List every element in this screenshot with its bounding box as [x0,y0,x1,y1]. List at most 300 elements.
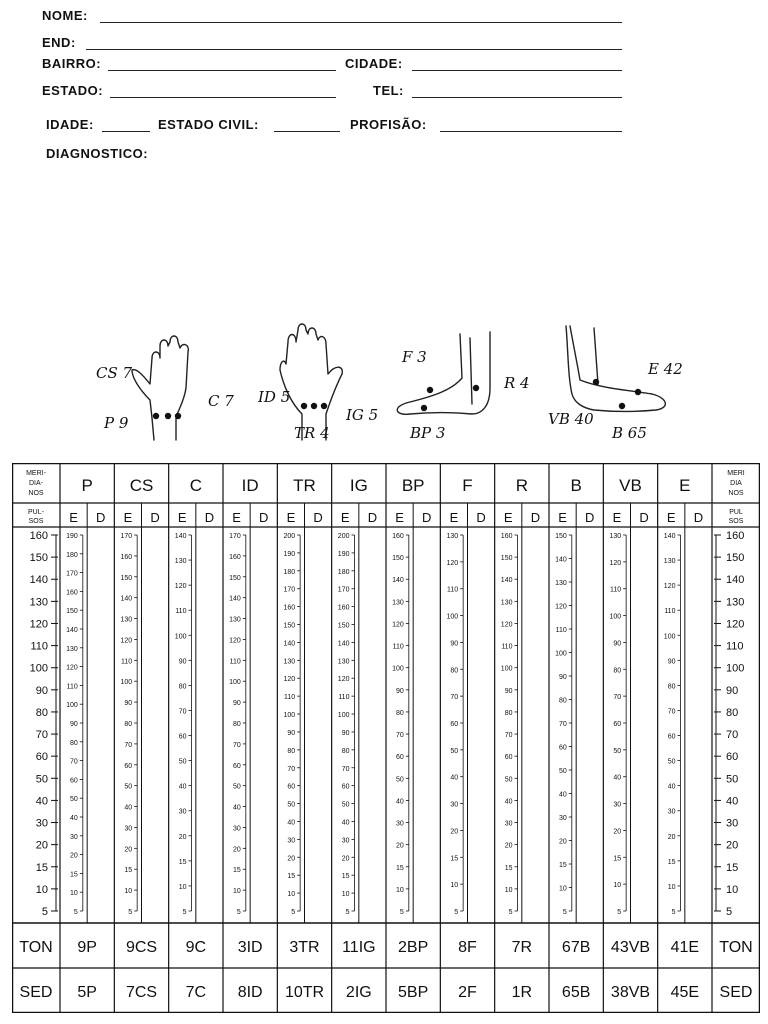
bairro-label: BAIRRO: [42,56,102,71]
scale-value-vb: 60 [613,721,622,728]
scale-value-tr: 160 [283,604,296,612]
side-label-e: E [558,510,567,525]
scale-value-f: 30 [450,801,459,809]
nome-label: NOME: [42,8,88,23]
scale-value-b: 70 [559,721,567,728]
idade-line [46,115,622,135]
scale-value-vb: 10 [613,882,622,890]
scale-value-r: 40 [504,798,513,806]
scale-value-r: 20 [504,842,513,850]
side-label-d: D [313,510,323,525]
scale-value-bp: 20 [396,842,404,850]
scale-value-bp: 80 [396,709,404,717]
outer-scale-left: 60 [35,751,48,764]
meridianos-label-right: NOS [728,490,744,497]
scale-value-id: 20 [233,846,241,854]
side-label-e: E [69,510,78,525]
ton-point-b: 67B [561,939,591,956]
scale-value-b: 60 [559,744,567,752]
scale-value-r: 120 [500,621,513,629]
label-bp: BP 3 [410,424,446,442]
scale-value-id: 150 [229,574,241,582]
scale-value-ig: 30 [341,837,350,845]
outer-scale-left: 140 [29,574,48,587]
side-label-e: E [123,510,133,525]
meridianos-label-right: DIA [730,480,742,487]
sed-point-tr: 10TR [284,984,325,1001]
scale-value-id: 160 [229,553,241,561]
scale-value-b: 130 [555,580,567,587]
scale-value-vb: 90 [613,640,622,648]
bairro-field[interactable] [108,70,336,71]
side-label-d: D [422,510,432,525]
scale-value-vb: 100 [609,613,622,621]
scale-value-ig: 20 [341,855,350,863]
cidade-label: CIDADE: [345,56,403,71]
scale-value-bp: 90 [396,687,404,695]
ton-label-left: TON [19,939,53,956]
meridian-header-id: ID [241,476,259,495]
scale-value-cs: 160 [120,553,133,561]
scale-value-cs: 20 [124,846,133,854]
scale-value-cs: 100 [120,679,133,687]
scale-value-p: 30 [70,833,78,841]
outer-scale-left: 40 [35,795,48,808]
scale-value-c: 20 [178,833,187,841]
diagnostico-label: DIAGNOSTICO: [46,146,149,161]
scale-value-c: 110 [175,608,187,616]
scale-value-c: 120 [174,583,187,591]
scale-value-r: 90 [504,687,513,695]
scale-value-tr: 70 [287,765,296,773]
outer-scale-right: 110 [726,640,744,653]
scale-value-bp: 70 [396,732,404,740]
estado-civil-field[interactable] [274,131,340,132]
side-label-e: E [503,510,513,525]
scale-value-r: 60 [504,754,513,762]
idade-label: IDADE: [46,117,94,132]
tel-field[interactable] [412,97,622,98]
sed-point-r: 1R [511,984,533,1001]
scale-value-b: 100 [555,650,567,658]
scale-value-ig: 130 [337,658,350,666]
scale-value-p: 70 [70,758,78,766]
scale-value-tr: 200 [283,533,296,540]
scale-value-id: 140 [229,595,241,603]
scale-value-cs: 5 [128,909,133,916]
scale-value-p: 120 [66,664,78,672]
scale-value-p: 170 [66,570,78,578]
scale-value-tr: 150 [283,622,296,630]
outer-scale-right: 160 [726,530,745,542]
meridian-header-tr: TR [293,476,316,495]
scale-value-e: 110 [664,608,676,616]
meridianos-label-right: MERI [727,470,745,477]
scale-value-ig: 200 [337,533,350,540]
sed-point-b: 65B [561,984,591,1001]
hand-palm-drawing [132,336,188,440]
scale-value-f: 80 [450,667,459,675]
side-label-d: D [204,510,215,525]
scale-value-f: 10 [450,882,459,890]
scale-value-cs: 40 [124,804,133,812]
meridian-header-ig: IG [349,476,368,495]
scale-value-e: 20 [667,833,676,841]
scale-value-tr: 60 [287,783,296,791]
side-label-d: D [150,510,160,525]
scale-value-e: 90 [667,658,676,666]
scale-value-p: 190 [66,533,78,540]
scale-value-p: 150 [66,608,78,616]
sed-label-right: SED [719,984,753,1001]
scale-value-e: 5 [671,909,676,916]
scale-value-bp: 5 [399,909,404,916]
scale-value-b: 50 [559,768,567,775]
scale-value-b: 20 [559,838,567,846]
scale-value-tr: 100 [283,712,296,720]
scale-value-r: 5 [508,909,513,916]
scale-value-tr: 50 [287,801,296,809]
scale-value-vb: 40 [613,774,622,782]
side-label-e: E [177,510,187,525]
scale-value-p: 20 [70,852,78,860]
scale-value-cs: 140 [120,595,133,603]
scale-value-tr: 190 [283,550,296,558]
diagnostico-line [46,144,246,164]
scale-value-id: 80 [233,721,241,728]
scale-value-ig: 5 [345,909,350,916]
scale-value-bp: 10 [396,886,404,894]
outer-scale-left: 10 [35,883,48,896]
estado-civil-label: ESTADO CIVIL: [158,117,259,132]
scale-value-id: 100 [229,679,241,687]
scale-value-e: 130 [663,558,676,566]
meridian-header-c: C [189,476,202,495]
scale-value-id: 50 [233,783,241,791]
meridian-header-vb: VB [619,476,642,495]
outer-scale-right: 50 [726,773,739,786]
scale-value-vb: 110 [609,586,622,594]
side-label-d: D [96,510,106,525]
scale-value-c: 80 [178,683,187,691]
scale-value-tr: 80 [287,747,296,755]
scale-value-p: 15 [70,871,78,879]
scale-value-ig: 140 [337,640,350,648]
meridian-header-bp: BP [401,476,425,495]
sed-point-bp: 5BP [398,984,429,1001]
outer-scale-left: 5 [41,906,48,918]
scale-value-bp: 140 [392,577,404,585]
scale-value-p: 90 [70,721,78,728]
side-label-e: E [666,510,676,525]
sed-point-f: 2F [458,984,477,1001]
scale-value-ig: 170 [337,586,350,594]
profisao-label: PROFISÃO: [350,117,427,132]
sed-point-e: 45E [670,984,700,1001]
scale-value-r: 70 [504,732,513,740]
nome-field[interactable] [100,22,622,23]
side-label-e: E [340,510,350,525]
idade-field[interactable] [102,131,150,132]
scale-value-ig: 60 [341,783,350,791]
scale-value-p: 50 [70,796,78,804]
scale-value-r: 130 [500,599,513,607]
scale-value-c: 130 [174,558,187,566]
hand-back-drawing [280,324,342,440]
scale-value-tr: 40 [287,819,296,827]
outer-scale-left: 100 [29,662,48,675]
scale-value-c: 50 [178,758,187,766]
scale-value-f: 120 [446,559,459,567]
sed-point-p: 5P [77,984,97,1001]
scale-value-tr: 20 [287,855,296,863]
scale-value-p: 160 [66,589,78,597]
ton-point-c: 9C [185,939,207,956]
scale-value-p: 5 [73,909,78,916]
scale-value-f: 50 [450,747,459,755]
scale-value-e: 60 [667,733,676,741]
pulsos-label-right: PUL [729,509,743,516]
scale-value-f: 110 [446,586,459,594]
scale-value-ig: 15 [341,873,350,881]
outer-scale-left: 50 [35,773,48,786]
scale-value-tr: 180 [283,568,296,576]
scale-value-e: 120 [663,583,676,591]
outer-scale-right: 70 [726,729,739,742]
scale-value-ig: 90 [341,729,350,737]
scale-value-b: 120 [555,603,567,611]
scale-value-tr: 120 [283,676,296,684]
estado-field[interactable] [110,97,336,98]
scale-value-bp: 110 [392,643,404,651]
scale-value-ig: 70 [341,765,350,773]
scale-value-id: 90 [233,700,241,708]
scale-value-e: 15 [667,858,676,866]
outer-scale-right: 150 [726,552,745,565]
meridianos-label-left: NOS [28,490,44,497]
scale-value-id: 15 [233,867,241,875]
pulsos-label-left: PUL- [28,509,44,516]
scale-value-ig: 10 [341,891,350,899]
scale-value-e: 30 [667,808,676,816]
scale-value-ig: 100 [337,712,350,720]
sed-point-c: 7C [185,984,207,1001]
ton-point-e: 41E [670,939,700,956]
tel-label: TEL: [373,83,404,98]
scale-value-cs: 170 [120,533,133,540]
scale-value-cs: 110 [120,658,133,666]
scale-value-b: 5 [562,909,567,916]
scale-value-r: 150 [500,555,513,563]
scale-value-tr: 90 [287,729,296,737]
outer-scale-left: 160 [29,530,48,542]
scale-value-ig: 180 [337,568,350,576]
scale-value-b: 30 [559,815,567,822]
scale-value-e: 10 [667,883,676,891]
side-label-e: E [612,510,622,525]
scale-value-ig: 160 [337,604,350,612]
outer-scale-right: 20 [726,839,739,852]
side-label-d: D [476,510,486,525]
ton-point-vb: 43VB [610,939,651,956]
scale-value-tr: 130 [283,658,296,666]
side-label-e: E [232,510,241,525]
scale-value-p: 110 [66,683,78,691]
scale-value-cs: 70 [124,741,133,749]
meridian-header-p: P [81,476,93,495]
outer-scale-right: 60 [726,751,739,764]
label-p: P 9 [104,414,129,432]
side-label-d: D [530,510,541,525]
meridian-header-f: F [462,476,473,495]
scale-value-ig: 120 [337,676,350,684]
ton-point-id: 3ID [237,939,263,956]
bairro-cidade-line [42,54,622,74]
outer-scale-right: 10 [726,883,739,896]
label-f: F 3 [402,348,427,366]
scale-value-p: 10 [70,890,78,898]
scale-value-e: 40 [667,783,676,791]
scale-value-ig: 190 [337,550,350,558]
scale-value-b: 10 [559,885,567,893]
outer-scale-right: 30 [726,817,739,830]
scale-value-ig: 150 [337,622,350,630]
outer-scale-right: 5 [726,906,733,918]
outer-scale-left: 150 [29,552,48,565]
profisao-field[interactable] [440,131,622,132]
outer-scale-right: 120 [726,618,745,631]
scale-value-bp: 150 [392,555,404,563]
scale-value-vb: 30 [613,801,622,809]
side-label-e: E [286,510,296,525]
scale-value-cs: 80 [124,721,133,728]
side-label-e: E [449,510,459,525]
scale-value-id: 120 [229,637,241,645]
scale-value-p: 130 [66,645,78,653]
outer-scale-left: 70 [35,729,48,742]
scale-value-cs: 30 [124,825,133,833]
scale-value-p: 140 [66,627,78,634]
scale-value-c: 10 [178,883,187,891]
scale-value-b: 40 [559,791,567,799]
scale-value-bp: 160 [392,533,404,540]
scale-value-id: 70 [233,741,241,749]
scale-value-vb: 130 [609,533,622,540]
scale-value-cs: 60 [124,762,133,770]
outer-scale-right: 140 [726,574,745,587]
scale-value-vb: 50 [613,747,622,755]
scale-value-b: 90 [559,674,567,681]
scale-value-id: 10 [233,888,241,896]
scale-value-p: 60 [70,777,78,785]
sed-point-ig: 2IG [345,984,372,1001]
scale-value-c: 30 [178,808,187,816]
scale-value-bp: 60 [396,754,404,762]
end-label: END: [42,35,76,50]
scale-value-r: 100 [500,665,513,673]
label-cs: CS 7 [96,364,133,382]
nome-line [42,6,622,26]
scale-value-b: 80 [559,697,567,705]
outer-scale-right: 15 [726,861,739,874]
outer-scale-left: 20 [35,839,48,852]
scale-value-b: 140 [555,556,567,564]
ton-label-right: TON [719,939,753,956]
scale-value-b: 150 [555,533,567,540]
scale-value-cs: 90 [124,700,133,708]
label-c: C 7 [208,392,234,410]
scale-value-ig: 50 [341,801,350,809]
side-label-d: D [585,510,595,525]
scale-value-c: 5 [182,909,187,916]
scale-value-r: 110 [501,643,513,651]
label-b: B 65 [612,424,647,442]
scale-value-bp: 120 [392,621,404,629]
side-label-d: D [639,510,649,525]
scale-value-e: 50 [667,758,676,766]
scale-value-c: 100 [174,633,187,641]
side-label-d: D [259,510,269,525]
scale-value-c: 60 [178,733,187,741]
scale-value-tr: 10 [287,891,296,899]
scale-value-bp: 130 [392,599,404,607]
scale-value-r: 80 [504,709,513,717]
scale-value-r: 50 [504,776,513,784]
foot-inner-drawing [397,332,490,414]
scale-value-e: 140 [663,533,676,540]
scale-value-tr: 15 [287,873,296,881]
scale-value-cs: 10 [124,888,133,896]
scale-value-vb: 120 [609,559,622,567]
scale-value-p: 100 [66,702,78,710]
scale-value-e: 70 [667,708,676,716]
scale-value-bp: 100 [392,665,404,673]
scale-value-r: 10 [504,886,513,894]
scale-value-id: 40 [233,804,241,812]
scale-value-vb: 70 [613,694,622,702]
scale-value-tr: 170 [283,586,296,594]
outer-scale-left: 110 [30,640,48,653]
scale-value-bp: 50 [396,776,404,784]
side-label-d: D [693,510,704,525]
scale-value-b: 15 [559,862,567,869]
meridian-header-e: E [679,476,691,495]
scale-value-c: 140 [174,533,187,540]
sed-point-cs: 7CS [125,984,158,1001]
label-r: R 4 [504,374,530,392]
scale-value-tr: 5 [291,909,296,916]
scale-value-f: 100 [446,613,459,621]
scale-value-r: 160 [500,533,513,540]
scale-value-tr: 110 [283,694,296,702]
scale-value-r: 140 [500,577,513,585]
scale-value-cs: 15 [124,867,133,875]
estado-tel-line [42,81,622,101]
scale-value-f: 60 [450,721,459,728]
end-field[interactable] [86,49,622,50]
anatomy-figures [80,318,700,458]
scale-value-f: 130 [446,533,459,540]
outer-scale-right: 100 [726,662,745,675]
cidade-field[interactable] [412,70,622,71]
scale-value-c: 90 [178,658,187,666]
side-label-e: E [395,510,404,525]
scale-value-cs: 150 [120,574,133,582]
scale-value-vb: 5 [617,909,622,916]
scale-value-e: 80 [667,683,676,691]
label-vb: VB 40 [548,410,594,428]
scale-value-id: 30 [233,825,241,833]
